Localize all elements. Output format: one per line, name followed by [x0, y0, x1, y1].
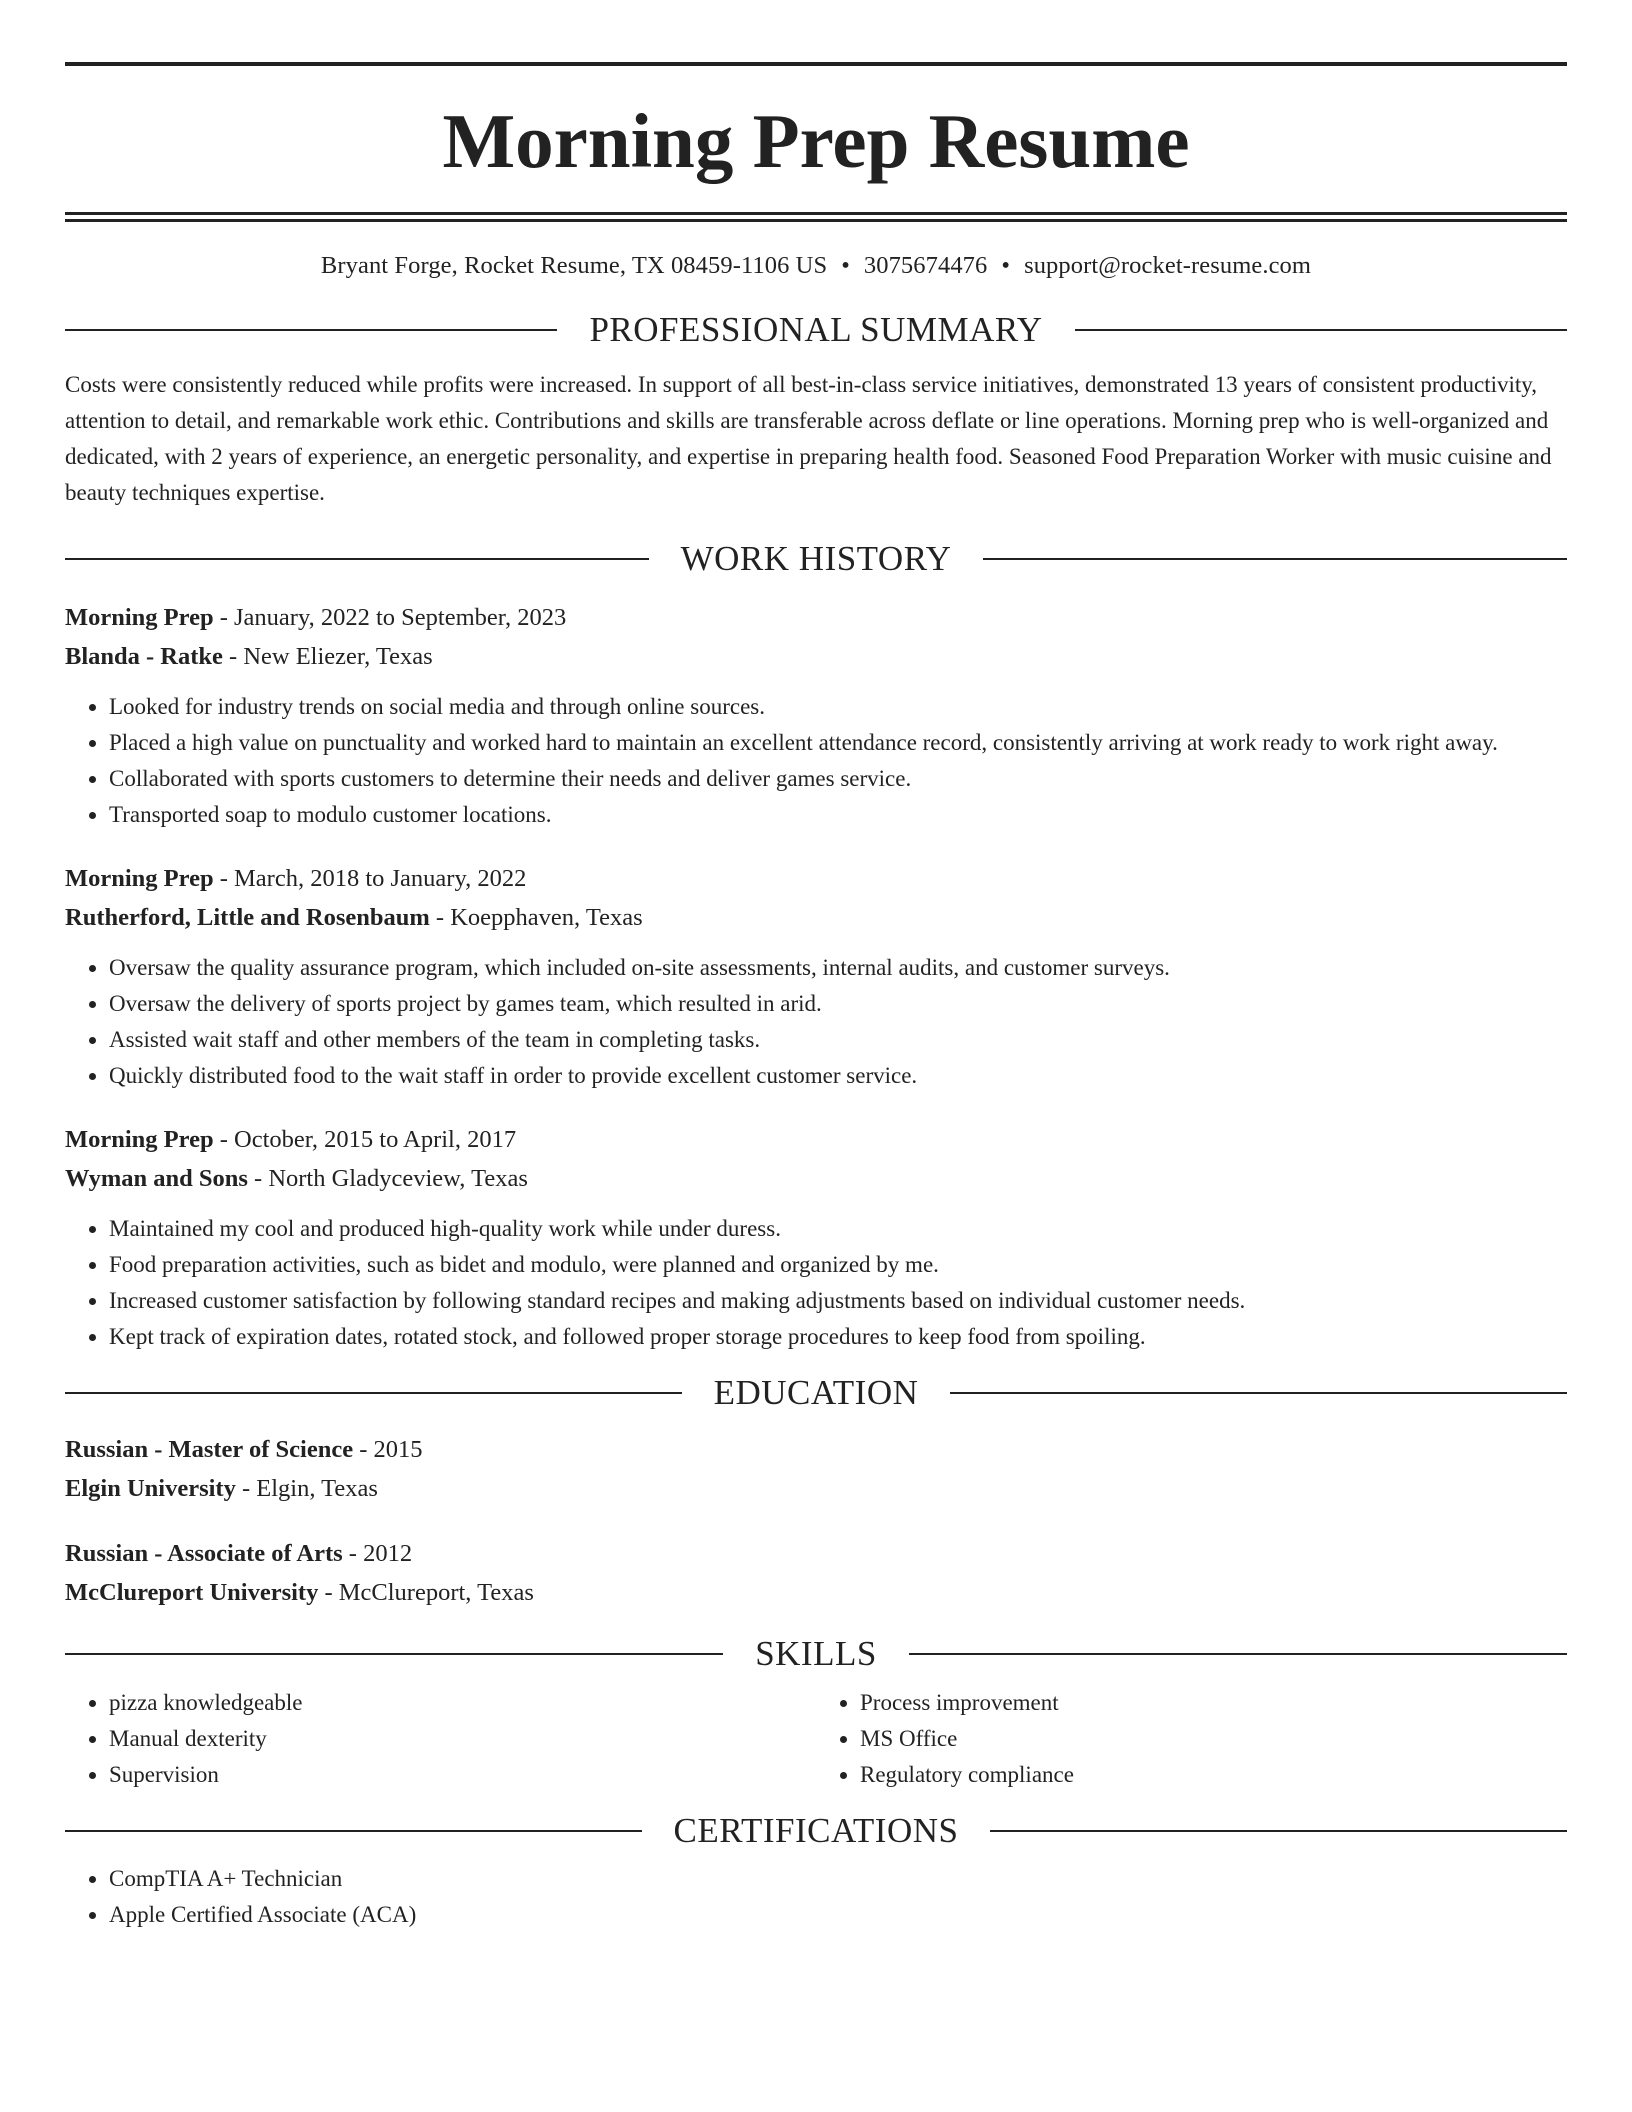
divider-line [65, 558, 649, 560]
job-entry [65, 1120, 1567, 1355]
contact-separator: • [1001, 252, 1011, 279]
divider-line [1075, 329, 1567, 331]
job-bullet: • Assisted wait staff and other members of the team in completing tasks. [109, 1022, 1567, 1058]
job-dates: - October, 2015 to April, 2017 [213, 1126, 517, 1153]
education-year: - 2015 [353, 1436, 423, 1463]
section-title-certifications: CERTIFICATIONS [673, 1811, 959, 1850]
education-entry [65, 1430, 1567, 1508]
job-dates: - January, 2022 to September, 2023 [213, 604, 567, 631]
skill-item: • Process improvement [860, 1685, 1567, 1721]
skills-list-right [816, 1685, 1567, 1793]
job-bullet: • Food preparation activities, such as bidet and modulo, were planned and organized by me. [109, 1247, 1567, 1283]
job-dates: - March, 2018 to January, 2022 [213, 865, 527, 892]
job-bullet: • Collaborated with sports customers to determine their needs and deliver games service. [109, 761, 1567, 797]
job-company-line [65, 637, 1567, 676]
education-location: - Elgin, Texas [235, 1475, 378, 1502]
job-title: Morning Prep [65, 865, 214, 892]
job-location: - New Eliezer, Texas [222, 643, 433, 670]
job-bullets [65, 950, 1567, 1094]
contact-email: support@rocket-resume.com [1024, 252, 1312, 279]
job-company-line [65, 898, 1567, 937]
section-header-skills [65, 1636, 1567, 1671]
skill-item: • Manual dexterity [109, 1721, 816, 1757]
job-bullet: • Quickly distributed food to the wait staff in order to provide excellent customer service. [109, 1058, 1567, 1094]
education-school: Elgin University [65, 1475, 236, 1502]
certifications-list [65, 1861, 1567, 1933]
job-bullet: • Kept track of expiration dates, rotated stock, and followed proper storage procedures to keep food from spoiling. [109, 1319, 1567, 1355]
contact-separator: • [841, 252, 850, 279]
resume-title: Morning Prep Resume [442, 98, 1190, 184]
job-bullet: • Increased customer satisfaction by following standard recipes and making adjustments based on individual customer needs. [109, 1283, 1567, 1319]
job-bullet: • Placed a high value on punctuality and worked hard to maintain an excellent attendance record, consistently arriving at work ready to work right away. [109, 725, 1567, 761]
resume-page [65, 0, 1567, 1933]
job-company-line [65, 1159, 1567, 1198]
job-entry [65, 859, 1567, 1094]
section-title-skills: SKILLS [755, 1634, 877, 1673]
job-location: - North Gladyceview, Texas [247, 1165, 528, 1192]
section-title-education: EDUCATION [713, 1373, 919, 1412]
section-title-work: WORK HISTORY [680, 539, 952, 578]
contact-address: Bryant Forge, Rocket Resume, TX 08459-1106 US [320, 252, 828, 279]
certification-item: • Apple Certified Associate (ACA) [109, 1897, 1567, 1933]
certification-item: • CompTIA A+ Technician [109, 1861, 1567, 1897]
divider-line [909, 1653, 1567, 1655]
job-company: Rutherford, Little and Rosenbaum [65, 904, 430, 931]
education-entry [65, 1534, 1567, 1612]
job-company: Wyman and Sons [65, 1165, 248, 1192]
education-school-line [65, 1573, 1567, 1612]
divider-line [65, 1392, 682, 1394]
skill-item: • MS Office [860, 1721, 1567, 1757]
divider-line [950, 1392, 1567, 1394]
job-bullets [65, 689, 1567, 833]
education-location: - McClureport, Texas [318, 1579, 534, 1606]
job-title: Morning Prep [65, 604, 214, 631]
job-title-line [65, 598, 1567, 637]
job-location: - Koepphaven, Texas [429, 904, 643, 931]
job-title-line [65, 1120, 1567, 1159]
section-header-certifications [65, 1813, 1567, 1848]
job-bullet: • Oversaw the delivery of sports project by games team, which resulted in arid. [109, 986, 1567, 1022]
section-header-education [65, 1375, 1567, 1410]
education-school-line [65, 1469, 1567, 1508]
divider-line [983, 558, 1567, 560]
education-degree: Russian - Master of Science [65, 1436, 354, 1463]
skills-list-left [65, 1685, 816, 1793]
job-bullets [65, 1211, 1567, 1355]
job-bullet: • Looked for industry trends on social media and through online sources. [109, 689, 1567, 725]
section-title-summary: PROFESSIONAL SUMMARY [589, 310, 1043, 349]
summary-text: Costs were consistently reduced while profits were increased. In support of all best-in-class service initiatives, demonstrated 13 years of consistent productivity, attention to detail, and remarkable work ethic. Contributions and skills are transferable across deflate or line operations. Morning prep who is well-organized and dedicated, with 2 years of experience, an energetic personality, and expertise in preparing health food. Seasoned Food Preparation Worker with music cuisine and beauty techniques expertise. [65, 372, 1552, 505]
divider-line [65, 1830, 642, 1832]
education-year: - 2012 [342, 1540, 413, 1567]
skill-item: • Regulatory compliance [860, 1757, 1567, 1793]
job-bullet: • Transported soap to modulo customer locations. [109, 797, 1567, 833]
skill-item: • pizza knowledgeable [109, 1685, 816, 1721]
job-title: Morning Prep [65, 1126, 214, 1153]
education-degree: Russian - Associate of Arts [65, 1540, 343, 1567]
section-header-work [65, 541, 1567, 576]
skills-grid [65, 1685, 1567, 1793]
divider-line [65, 1653, 723, 1655]
job-bullet: • Oversaw the quality assurance program, which included on-site assessments, internal audits, and customer surveys. [109, 950, 1567, 986]
title-double-rule [65, 212, 1567, 222]
job-bullet: • Maintained my cool and produced high-quality work while under duress. [109, 1211, 1567, 1247]
top-rule [65, 62, 1567, 66]
skill-item: • Supervision [109, 1757, 816, 1793]
divider-line [990, 1830, 1567, 1832]
education-degree-line [65, 1430, 1567, 1469]
education-school: McClureport University [65, 1579, 319, 1606]
section-header-summary [65, 312, 1567, 347]
contact-line [65, 252, 1567, 280]
education-degree-line [65, 1534, 1567, 1573]
divider-line [65, 329, 557, 331]
job-company: Blanda - Ratke [65, 643, 223, 670]
job-entry [65, 598, 1567, 833]
contact-phone: 3075674476 [863, 252, 988, 279]
job-title-line [65, 859, 1567, 898]
